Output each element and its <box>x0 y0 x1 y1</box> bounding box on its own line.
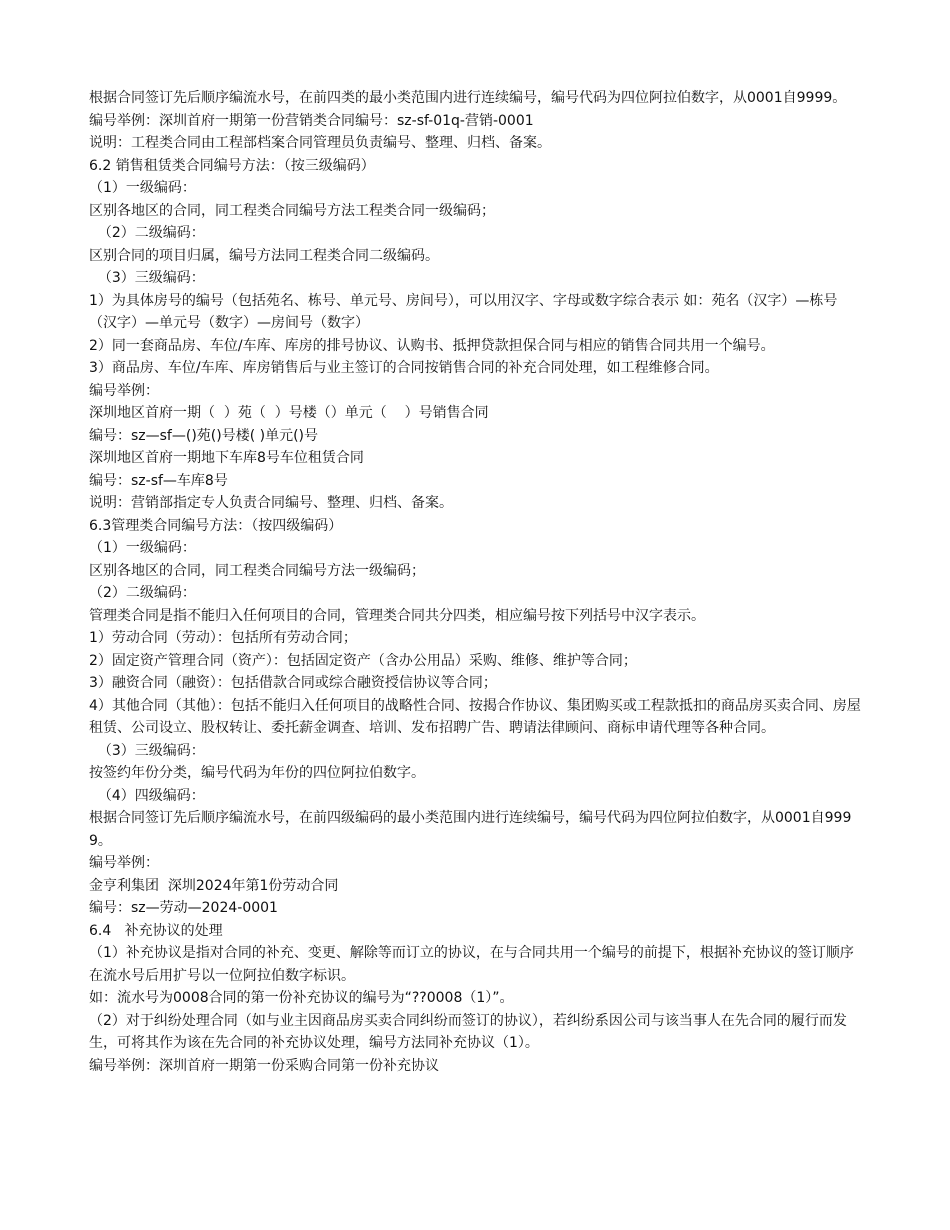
level-2-description: 区别合同的项目归属，编号方法同工程类合同二级编码。 <box>89 247 439 264</box>
example-parking-lease-number: 编号：sz-sf—车库8号 <box>89 472 228 489</box>
example-labor-contract-number: 编号：sz—劳动—2024-0001 <box>89 900 278 916</box>
section-heading-6-3: 6.3管理类合同编号方法：（按四级编码） <box>89 517 343 534</box>
rule-supplementary-after-sale: 3）商品房、车位/车库、库房销售后与业主签订的合同按销售合同的补充合同处理，如工程维修合同。 <box>89 360 719 376</box>
document-page <box>89 87 864 1077</box>
section-heading-6-4: 6.4 补充协议的处理 <box>89 922 223 939</box>
rule-shared-number: 2）同一套商品房、车位/车库、库房的排号协议、认购书、抵押贷款担保合同与相应的销售合同共用一个编号。 <box>89 337 775 354</box>
mgmt-level-4-heading: （4）四级编码： <box>89 787 205 804</box>
level-3-heading: （3）三级编码： <box>89 270 205 286</box>
category-assets: 2）固定资产管理合同（资产）：包括固定资产（含办公用品）采购、维修、维护等合同； <box>89 652 637 669</box>
example-parking-lease: 深圳地区首府一期地下车库8号车位租赁合同 <box>89 450 364 466</box>
level-1-heading: （1）一级编码： <box>89 180 196 196</box>
example-marketing-contract-number: 编号举例：深圳首府一期第一份营销类合同编号：sz-sf-01q-营销-0001 <box>89 112 534 129</box>
paragraph-serial-number-rule: 根据合同签订先后顺序编流水号，在前四类的最小类范围内进行连续编号，编号代码为四位阿拉伯数字，从0001自9999。 <box>89 90 847 106</box>
dispute-contract-rule: （2）对于纠纷处理合同（如与业主因商品房买卖合同纠纷而签订的协议），若纠纷系因公司与该当事人在先合同的履行而发生，可将其作为该在先合同的补充协议处理，编号方法同补充协议（1）。 <box>89 1012 847 1051</box>
mgmt-example-label: 编号举例： <box>89 855 159 871</box>
mgmt-level-4-description: 根据合同签订先后顺序编流水号，在前四级编码的最小类范围内进行连续编号，编号代码为四位阿拉伯数字，从0001自9999。 <box>89 810 852 849</box>
level-2-heading: （2）二级编码： <box>89 225 205 241</box>
supplementary-example-label: 编号举例：深圳首府一期第一份采购合同第一份补充协议 <box>89 1057 439 1074</box>
mgmt-level-2-heading: （2）二级编码： <box>89 585 196 601</box>
category-labor: 1）劳动合同（劳动）：包括所有劳动合同； <box>89 630 357 646</box>
level-1-description: 区别各地区的合同，同工程类合同编号方法工程类合同一级编码； <box>89 202 495 219</box>
supplementary-example-number: 如：流水号为0008合同的第一份补充协议的编号为“??0008（1）”。 <box>89 990 514 1006</box>
example-sales-contract: 深圳地区首府一期（ ）苑（ ）号楼（）单元（ ）号销售合同 <box>89 405 489 421</box>
mgmt-level-3-heading: （3）三级编码： <box>89 742 205 759</box>
rule-room-number: 1）为具体房号的编号（包括苑名、栋号、单元号、房间号），可以用汉字、字母或数字综合表示 如：苑名（汉字）—栋号（汉字）—单元号（数字）—房间号（数字） <box>89 292 838 331</box>
mgmt-level-3-description: 按签约年份分类，编号代码为年份的四位阿拉伯数字。 <box>89 765 425 781</box>
category-other: 4）其他合同（其他）：包括不能归入任何项目的战略性合同、按揭合作协议、集团购买或工程款抵扣的商品房买卖合同、房屋租赁、公司设立、股权转让、委托薪金调查、培训、发布招聘广告、聘请法律顾问、商标申请代理等各种合同。 <box>89 697 861 736</box>
category-financing: 3）融资合同（融资）：包括借款合同或综合融资授信协议等合同； <box>89 675 497 691</box>
example-sales-contract-number: 编号：sz—sf—()苑()号楼( )单元()号 <box>89 427 319 444</box>
mgmt-level-1-description: 区别各地区的合同，同工程类合同编号方法一级编码； <box>89 562 425 579</box>
mgmt-level-2-description: 管理类合同是指不能归入任何项目的合同，管理类合同共分四类，相应编号按下列括号中汉字表示。 <box>89 607 705 624</box>
note-marketing-archive: 说明：营销部指定专人负责合同编号、整理、归档、备案。 <box>89 495 453 511</box>
supplementary-definition: （1）补充协议是指对合同的补充、变更、解除等而订立的协议，在与合同共用一个编号的前提下，根据补充协议的签订顺序在流水号后用扩号以一位阿拉伯数字标识。 <box>89 945 854 984</box>
example-label: 编号举例： <box>89 382 159 399</box>
note-engineering-archive: 说明：工程类合同由工程部档案合同管理员负责编号、整理、归档、备案。 <box>89 135 551 151</box>
example-labor-contract: 金亨利集团 深圳2024年第1份劳动合同 <box>89 877 339 894</box>
mgmt-level-1-heading: （1）一级编码： <box>89 540 196 556</box>
section-heading-6-2: 6.2 销售租赁类合同编号方法：（按三级编码） <box>89 157 375 174</box>
